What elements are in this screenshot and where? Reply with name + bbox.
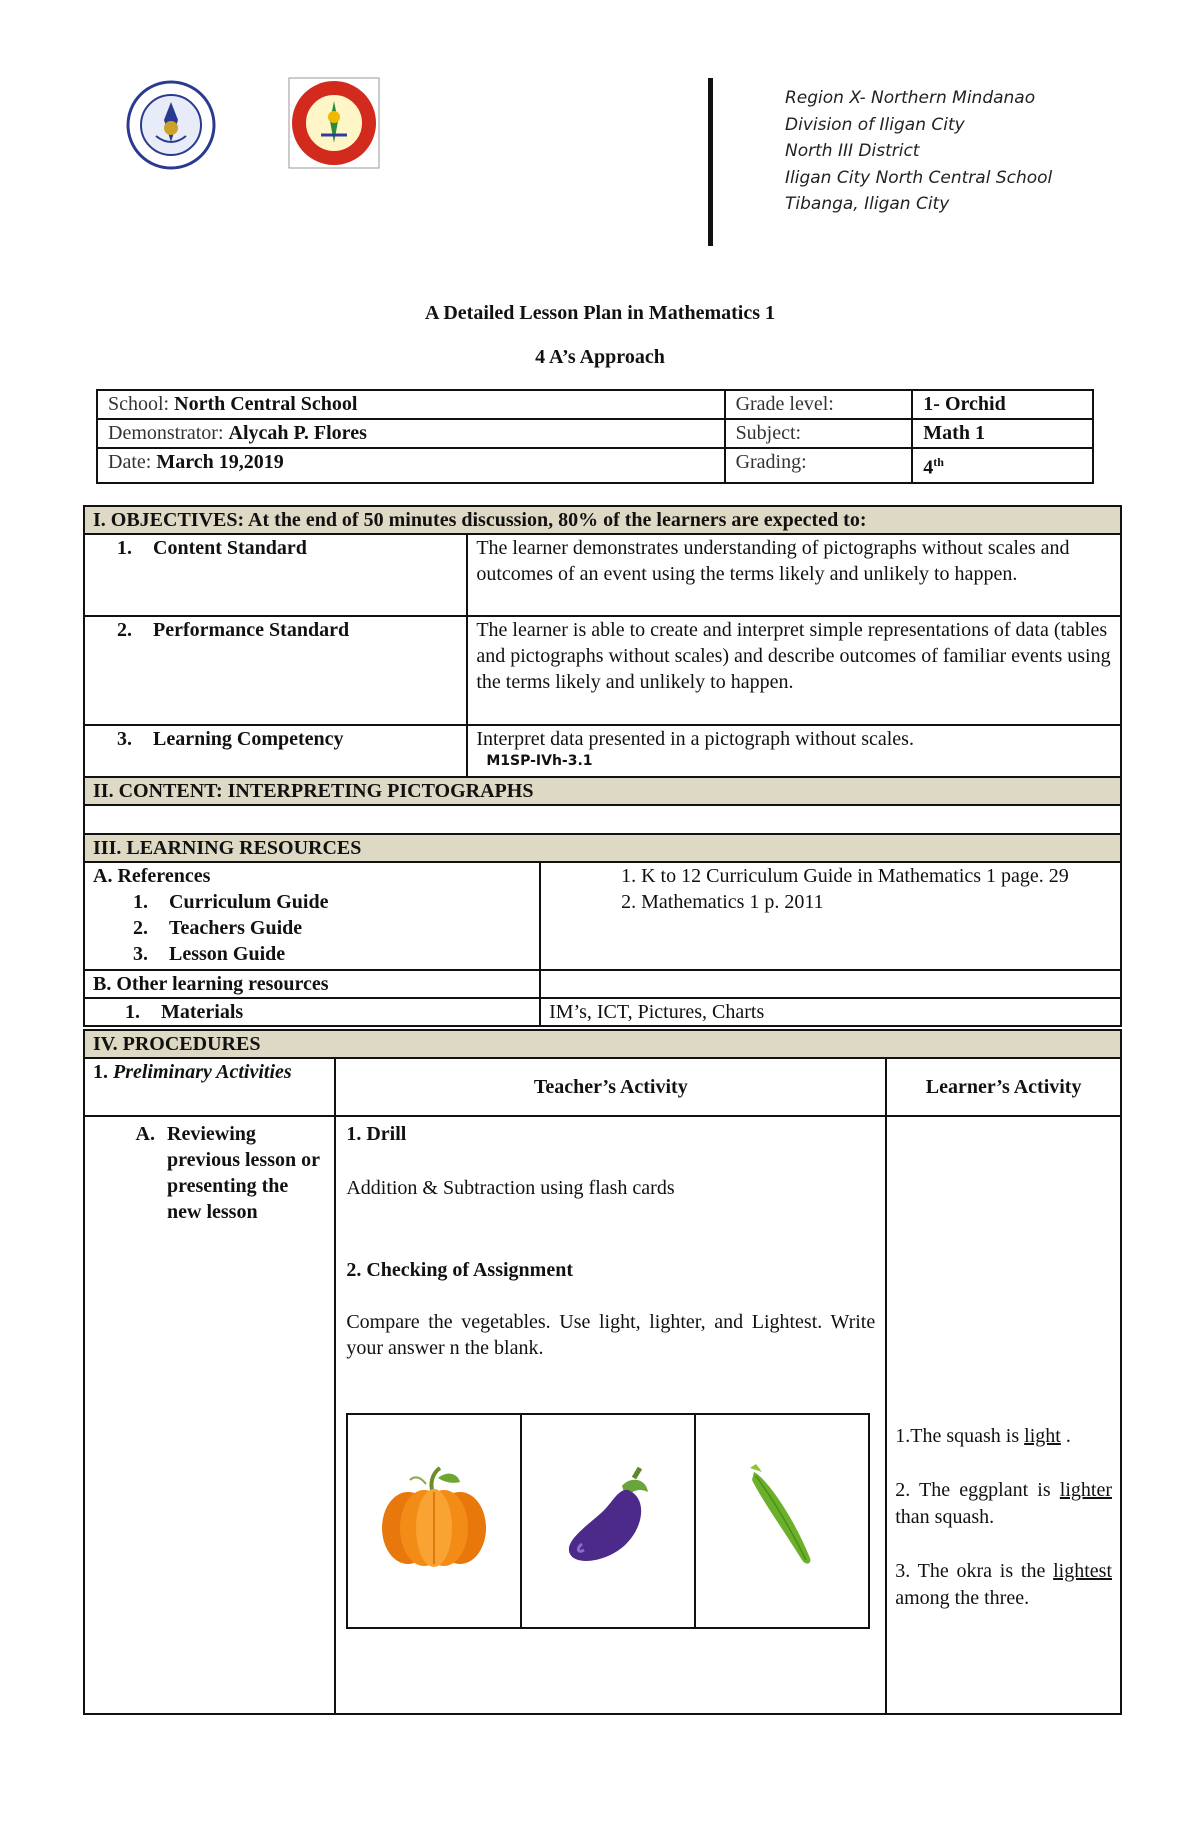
objective-label: Learning Competency	[153, 728, 344, 750]
deped-seal	[126, 80, 216, 170]
answer-2-text: 2. The eggplant is	[895, 1479, 1051, 1501]
objective-competency-cell	[467, 725, 1121, 777]
region-line: Region X- Northern Mindanao	[785, 88, 1036, 108]
drill-title: 1. Drill	[346, 1123, 407, 1145]
answer-2-end: than squash.	[895, 1506, 995, 1528]
learner-activity-cell	[886, 1116, 1121, 1714]
materials-cell	[84, 998, 540, 1026]
vegetable-cell-pumpkin	[347, 1414, 521, 1628]
content-blank-row	[84, 805, 1121, 834]
preliminary-number: 1.	[93, 1061, 108, 1083]
learner-activity-header: Learner’s Activity	[886, 1058, 1121, 1116]
district-line: North III District	[785, 141, 920, 161]
procedures-header: IV. PROCEDURES	[84, 1030, 1121, 1058]
objective-label: Content Standard	[153, 537, 307, 559]
grading-number: 4	[923, 456, 934, 479]
reference-label: Curriculum Guide	[169, 891, 329, 913]
objective-content-text: The learner demonstrates understanding of pictographs without scales and outcomes of an event using the terms likely and unlikely to happen.	[467, 534, 1121, 616]
date-label: Date:	[108, 451, 152, 473]
vegetable-cell-okra	[695, 1414, 869, 1628]
division-line: Division of Iligan City	[785, 114, 965, 135]
eggplant-icon	[548, 1458, 668, 1578]
competency-code: M1SP-IVh-3.1	[486, 753, 593, 769]
objective-performance-text: The learner is able to create and interpret simple representations of data (tables and pictographs without scales) and describe outcomes of familiar events using the terms likely and unlikely to happen.	[467, 616, 1121, 725]
checking-text: Compare the vegetables. Use light, lighter, and Lightest. Write your answer n the blank.	[346, 1311, 876, 1359]
reference-label: Lesson Guide	[169, 943, 286, 965]
objective-number: 1.	[117, 537, 132, 559]
answer-1-word: light	[1024, 1425, 1061, 1447]
teacher-activity-cell	[335, 1116, 886, 1714]
step-label: Reviewing previous lesson or presenting the new lesson	[167, 1123, 320, 1223]
reference-number: 3.	[133, 943, 148, 965]
drill-text: Addition & Subtraction using flash cards	[346, 1177, 675, 1199]
grading-suffix: th	[933, 455, 944, 469]
info-table	[96, 389, 1094, 484]
lesson-title: A Detailed Lesson Plan in Mathematics 1	[425, 302, 775, 324]
checking-title: 2. Checking of Assignment	[346, 1259, 574, 1281]
answer-3-word: lightest	[1053, 1560, 1112, 1582]
demonstrator-label: Demonstrator:	[108, 422, 224, 444]
vegetable-cell-eggplant	[521, 1414, 695, 1628]
objective-label: Performance Standard	[153, 619, 350, 641]
school-value: North Central School	[174, 393, 358, 415]
answer-1-text: 1.The squash is	[895, 1425, 1020, 1447]
reference-number: 1.	[133, 891, 148, 913]
school-label: School:	[108, 393, 170, 415]
demonstrator-cell	[97, 419, 725, 448]
subject-label: Subject:	[725, 419, 913, 448]
date-value: March 19,2019	[156, 451, 284, 473]
other-resources-blank	[540, 970, 1121, 998]
teacher-activity-header: Teacher’s Activity	[335, 1058, 886, 1116]
grading-value	[912, 448, 1093, 483]
vegetable-table	[346, 1413, 870, 1629]
school-address	[785, 85, 1052, 218]
objective-number: 2.	[117, 619, 132, 641]
school-cell	[97, 390, 725, 419]
reference-source-1: 1. K to 12 Curriculum Guide in Mathematics 1 page. 29	[621, 865, 1069, 887]
answer-3-text: 3. The okra is the	[895, 1560, 1046, 1582]
reference-number: 2.	[133, 917, 148, 939]
answer-3-end: among the three.	[895, 1587, 1030, 1609]
content-header: II. CONTENT: INTERPRETING PICTOGRAPHS	[84, 777, 1121, 805]
reference-item	[93, 941, 531, 967]
objectives-header: I. OBJECTIVES: At the end of 50 minutes discussion, 80% of the learners are expected to:	[84, 506, 1121, 534]
answer-3	[895, 1558, 1112, 1612]
subject-value: Math 1	[912, 419, 1093, 448]
school-line: Iligan City North Central School	[785, 167, 1053, 188]
references-cell	[84, 862, 540, 970]
plan-table	[83, 505, 1122, 1027]
okra-icon	[722, 1458, 842, 1578]
address-line: Tibanga, Iligan City	[785, 194, 950, 214]
step-letter: A.	[135, 1123, 155, 1145]
objective-performance-standard	[84, 616, 467, 725]
other-resources-label: B. Other learning resources	[84, 970, 540, 998]
objective-competency-text: Interpret data presented in a pictograph without scales.	[476, 728, 914, 750]
answer-2	[895, 1477, 1112, 1531]
resources-header: III. LEARNING RESOURCES	[84, 834, 1121, 862]
header-divider	[708, 78, 713, 246]
procedures-table	[83, 1029, 1122, 1715]
pumpkin-icon	[374, 1458, 494, 1578]
preliminary-activities-header	[84, 1058, 335, 1116]
grading-label: Grading:	[725, 448, 913, 483]
materials-number: 1.	[125, 1001, 140, 1023]
materials-value: IM’s, ICT, Pictures, Charts	[540, 998, 1121, 1026]
school-seal	[288, 77, 380, 169]
step-item	[93, 1121, 326, 1225]
answer-2-word: lighter	[1059, 1479, 1112, 1501]
answer-1	[895, 1423, 1112, 1450]
reference-source-2: 2. Mathematics 1 p. 2011	[621, 891, 824, 913]
answer-1-end: .	[1060, 1425, 1071, 1447]
step-reviewing-lesson	[84, 1116, 335, 1714]
preliminary-label: Preliminary Activities	[113, 1061, 292, 1083]
demonstrator-value: Alycah P. Flores	[228, 422, 367, 444]
reference-label: Teachers Guide	[169, 917, 303, 939]
objective-learning-competency	[84, 725, 467, 777]
lesson-subtitle: 4 A’s Approach	[535, 346, 665, 368]
reference-item	[93, 889, 531, 915]
references-label: A. References	[93, 865, 211, 887]
references-sources	[540, 862, 1121, 970]
materials-label: Materials	[161, 1001, 244, 1023]
date-cell	[97, 448, 725, 483]
reference-item	[93, 915, 531, 941]
objective-content-standard	[84, 534, 467, 616]
objective-number: 3.	[117, 728, 132, 750]
grade-label: Grade level:	[725, 390, 913, 419]
grade-value: 1- Orchid	[912, 390, 1093, 419]
